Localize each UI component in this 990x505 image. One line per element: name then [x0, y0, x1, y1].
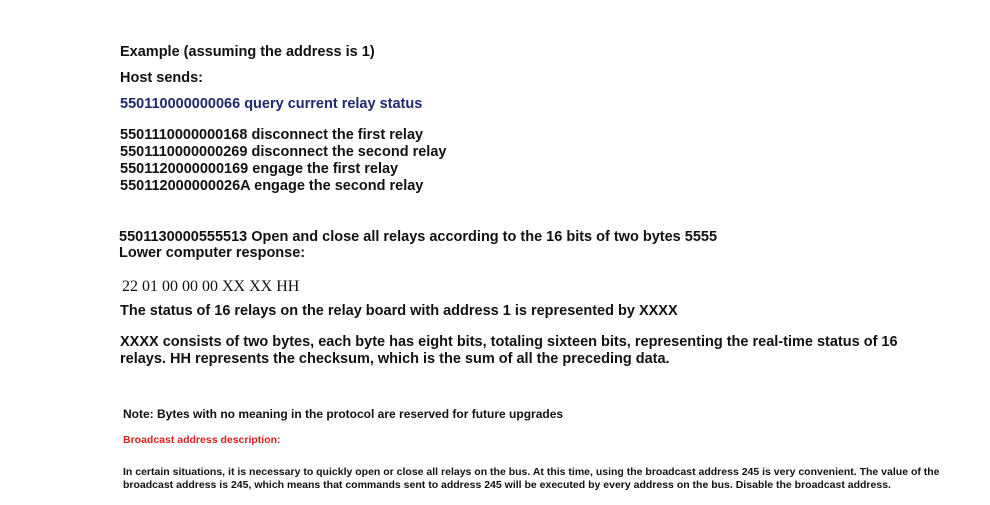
xxxx-explanation-paragraph: XXXX consists of two bytes, each byte has eight bits, totaling sixteen bits, representing the real-time status of 16 relays. HH represents the checksum, which is the sum of all the preceding data. — [120, 334, 898, 367]
all-relays-command-line: 5501130000555513 Open and close all relays according to the 16 bits of two bytes 5555 — [119, 229, 718, 245]
broadcast-address-heading: Broadcast address description: — [123, 434, 281, 446]
lower-computer-response-label: Lower computer response: — [119, 245, 306, 261]
relay-status-description: The status of 16 relays on the relay board with address 1 is represented by XXXX — [120, 303, 678, 319]
query-command-line: 550110000000066 query current relay status — [120, 96, 423, 112]
response-format-line: 22 01 00 00 00 XX XX HH — [122, 278, 300, 295]
broadcast-address-description: In certain situations, it is necessary to quickly open or close all relays on the bus. At this time, using the broadcast address 245 is very convenient. The value of the broadcast address is 245, which means that commands sent to address 245 will be executed by every address on the bus. Disable the broadcast address. — [123, 466, 940, 491]
example-heading: Example (assuming the address is 1) — [120, 44, 375, 60]
host-sends-label: Host sends: — [120, 70, 203, 86]
relay-commands-paragraph: 5501110000000168 disconnect the first relay 5501110000000269 disconnect the second relay 5501120000000169 engage the first relay 550112000000026A engage the second relay — [120, 127, 447, 194]
reserved-bytes-note: Note: Bytes with no meaning in the protocol are reserved for future upgrades — [123, 407, 564, 421]
